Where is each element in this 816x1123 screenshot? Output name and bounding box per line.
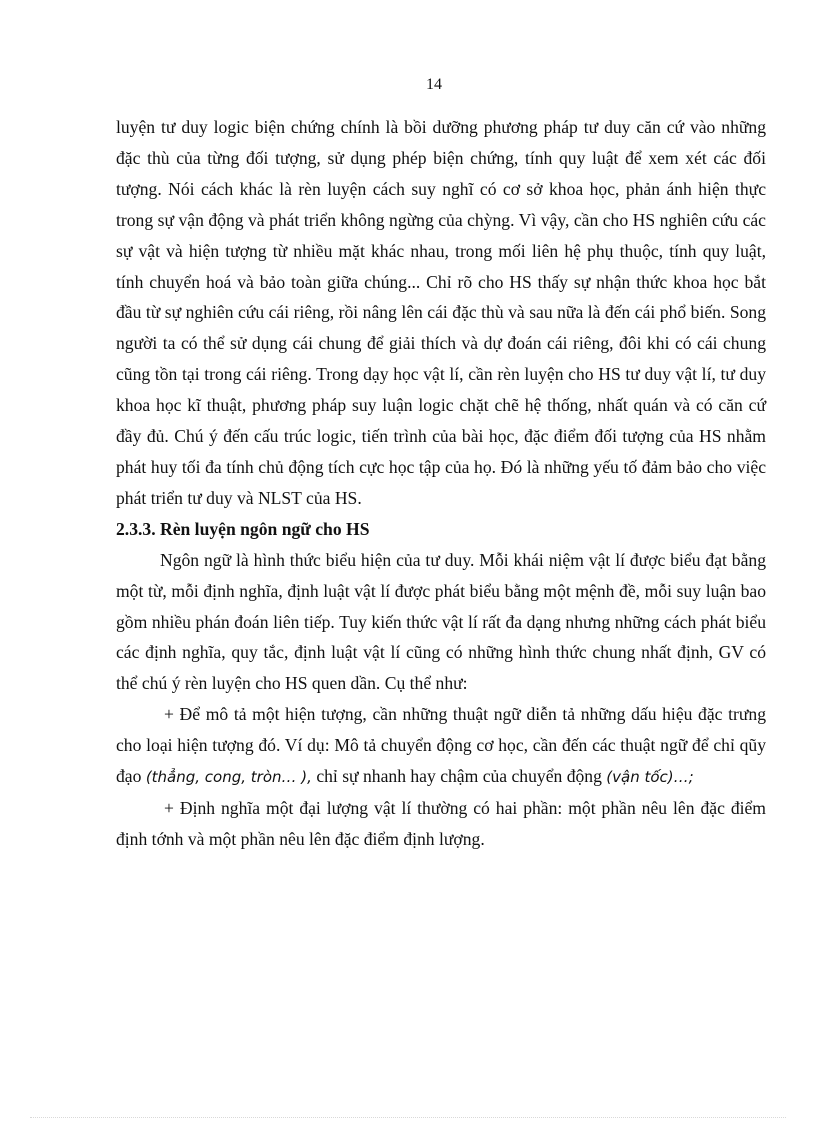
text-run: chỉ sự nhanh hay chậm của chuyển động: [311, 766, 607, 787]
page-bottom-divider: [30, 1117, 786, 1118]
text-run: + Để mô tả một hiện tượng, cần những thuật ngữ diễn tả những dấu hiệu đặc trưng cho loại hiện tượng đó. Ví dụ: Mô tả chuyển động cơ học, cần đến các thuật ngữ để chỉ qũy đạo: [116, 704, 766, 787]
paragraph-language: Ngôn ngữ là hình thức biểu hiện của tư duy. Mỗi khái niệm vật lí được biểu đạt bằng một từ, mỗi định nghĩa, định luật vật lí được phát biểu bằng một mệnh đề, mỗi suy luận bao gồm nhiều phán đoán liên tiếp. Tuy kiến thức vật lí rất đa dạng nhưng những cách phát biểu các định nghĩa, quy tắc, định luật vật lí cũng có những hình thức chung nhất định, GV có thể chú ý rèn luyện cho HS quen dần. Cụ thể như:: [116, 549, 766, 694]
section-heading: 2.3.3. Rèn luyện ngôn ngữ cho HS: [116, 518, 370, 539]
page-number: 14: [426, 76, 442, 93]
paragraph-define-quantity: + Định nghĩa một đại lượng vật lí thường có hai phần: một phần nêu lên đặc điểm định tớnh và một phần nêu lên đặc điểm định lượng.: [116, 797, 766, 849]
italic-example-trajectory: (thẳng, cong, tròn… ),: [145, 768, 312, 787]
italic-example-velocity: (vận tốc)…;: [606, 768, 694, 787]
paragraph-describe-phenomenon: [116, 699, 766, 793]
paragraph-logic-thinking: luyện tư duy logic biện chứng chính là bồi dưỡng phương pháp tư duy căn cứ vào những đặc thù của từng đối tượng, sử dụng phép biện chứng, tính quy luật để xem xét các đối tượng. Nói cách khác là rèn luyện cách suy nghĩ có cơ sở khoa học, phản ánh hiện thực trong sự vận động và phát triển không ngừng của chỳng. Vì vậy, cần cho HS nghiên cứu các sự vật và hiện tượng từ nhiều mặt khác nhau, trong mối liên hệ phụ thuộc, tính quy luật, tính chuyển hoá và bảo toàn giữa chúng... Chỉ rõ cho HS thấy sự nhận thức khoa học bắt đầu từ sự nghiên cứu cái riêng, rồi nâng lên cái đặc thù và sau nữa là đến cái phổ biến. Song người ta có thể sử dụng cái chung để giải thích và dự đoán cái riêng, đôi khi có cái chung cũng tồn tại trong cái riêng. Trong dạy học vật lí, cần rèn luyện cho HS tư duy vật lí, tư duy khoa học kĩ thuật, phương pháp suy luận logic chặt chẽ hệ thống, nhất quán và có căn cứ đầy đủ. Chú ý đến cấu trúc logic, tiến trình của bài học, đặc điểm đối tượng của HS nhằm phát huy tối đa tính chủ động tích cực học tập của họ. Đó là những yếu tố đảm bảo cho việc phát triển tư duy và NLST của HS.: [116, 117, 766, 508]
body-text: [116, 112, 766, 855]
